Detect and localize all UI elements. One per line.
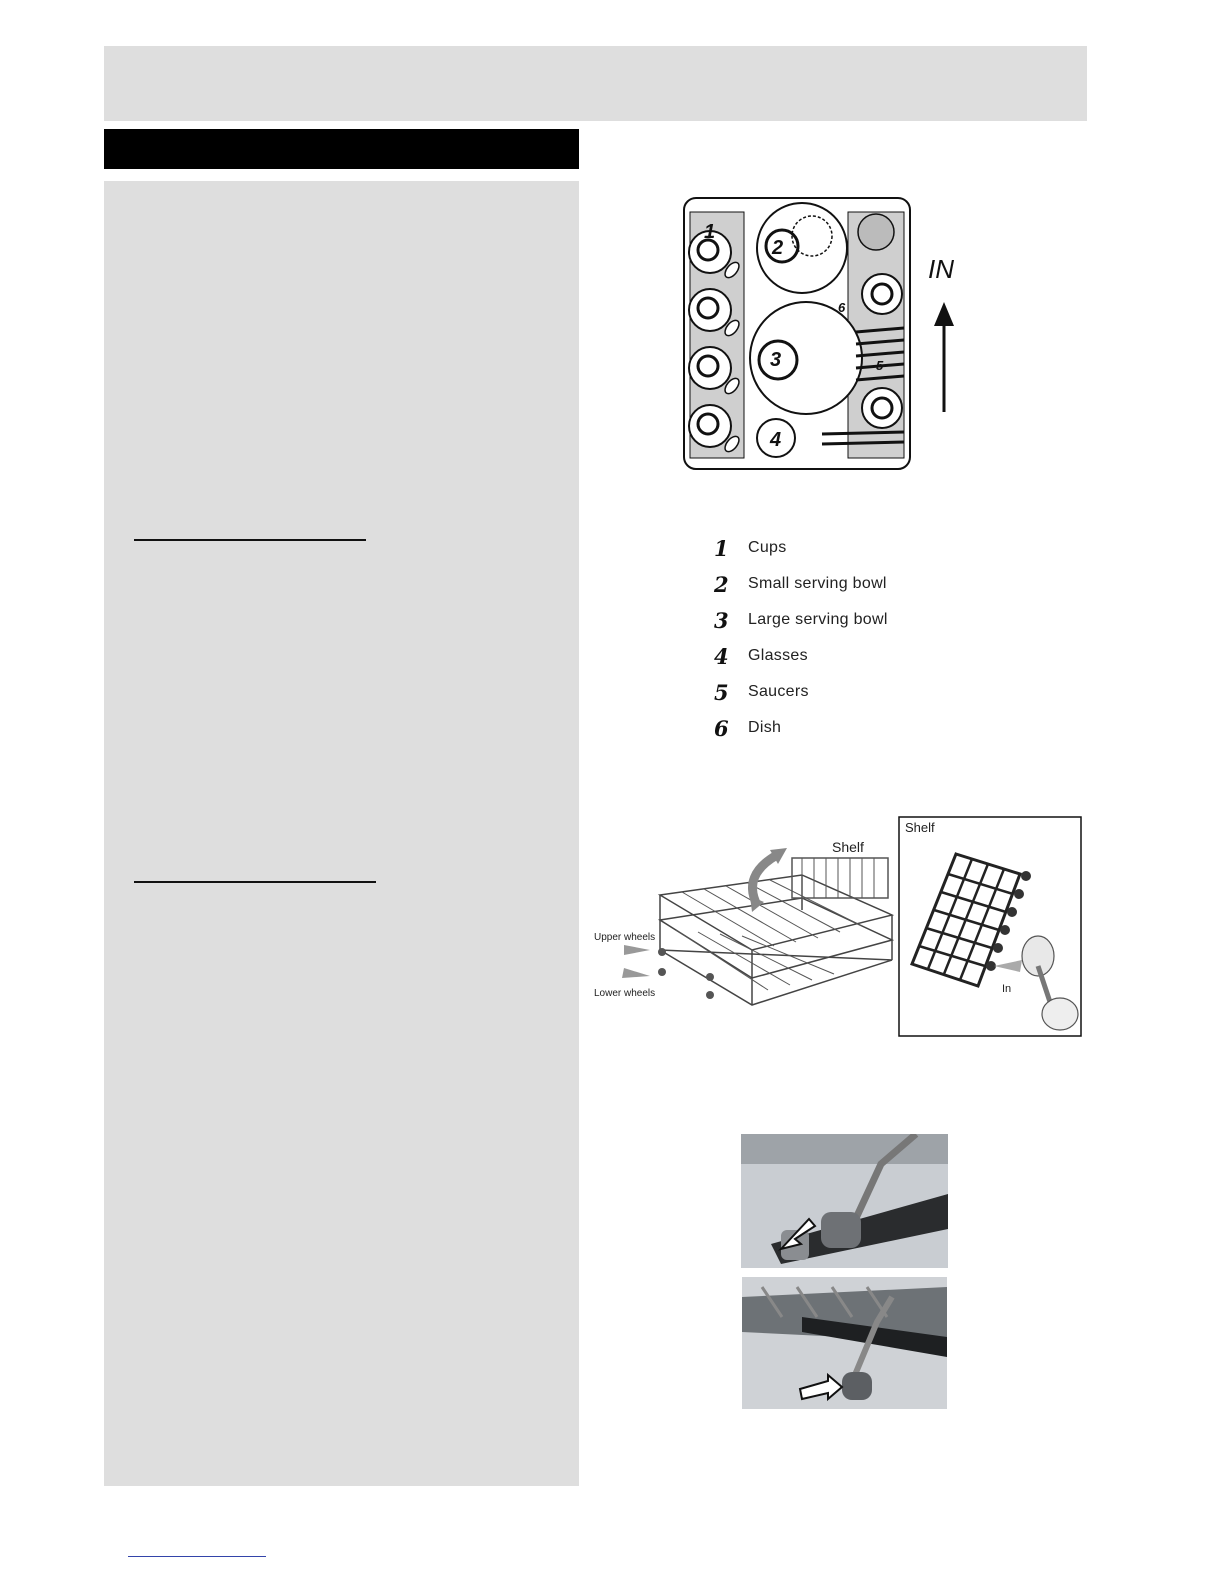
- legend-item: [714, 674, 974, 710]
- svg-text:6: 6: [838, 300, 846, 315]
- wheel-removal-photo: [741, 1134, 948, 1268]
- legend-item: [714, 566, 974, 602]
- svg-text:4: 4: [770, 429, 782, 451]
- lower-wheels-label: Lower wheels: [594, 988, 656, 999]
- legend-item: [714, 530, 974, 566]
- legend-number: 5: [714, 679, 729, 705]
- legend-label: Glasses: [748, 647, 808, 664]
- legend-number: 1: [714, 535, 729, 561]
- svg-text:1: 1: [704, 221, 716, 243]
- rack-legend: [714, 530, 974, 746]
- section-title-bar: [104, 129, 579, 169]
- shelf-label: Shelf: [832, 839, 864, 855]
- legend-label: Dish: [748, 719, 782, 736]
- subheading-underline-2: [134, 881, 376, 883]
- shelf-detail-figure: [898, 816, 1082, 1037]
- direction-label: IN: [928, 254, 954, 284]
- legend-number: 3: [714, 607, 729, 633]
- legend-label: Small serving bowl: [748, 575, 887, 592]
- svg-text:3: 3: [770, 349, 782, 371]
- footer-link-underline: [128, 1556, 266, 1557]
- wheel-attached-photo: [742, 1277, 947, 1409]
- legend-label: Cups: [748, 539, 787, 556]
- shelf-title: Shelf: [905, 820, 935, 835]
- upper-basket-figure: [592, 820, 894, 1035]
- legend-item: [714, 710, 974, 746]
- legend-label: Large serving bowl: [748, 611, 888, 628]
- legend-number: 6: [714, 715, 729, 741]
- svg-text:5: 5: [876, 358, 884, 373]
- legend-label: Saucers: [748, 683, 809, 700]
- header-band: [104, 46, 1087, 121]
- legend-item: [714, 638, 974, 674]
- legend-number: 4: [714, 643, 729, 669]
- svg-text:2: 2: [772, 237, 784, 259]
- in-label: In: [1002, 983, 1012, 995]
- left-text-panel: [104, 181, 579, 1486]
- upper-rack-loading-diagram: [676, 190, 976, 480]
- legend-item: [714, 602, 974, 638]
- subheading-underline-1: [134, 539, 366, 541]
- upper-wheels-label: Upper wheels: [594, 932, 656, 943]
- legend-number: 2: [714, 571, 729, 597]
